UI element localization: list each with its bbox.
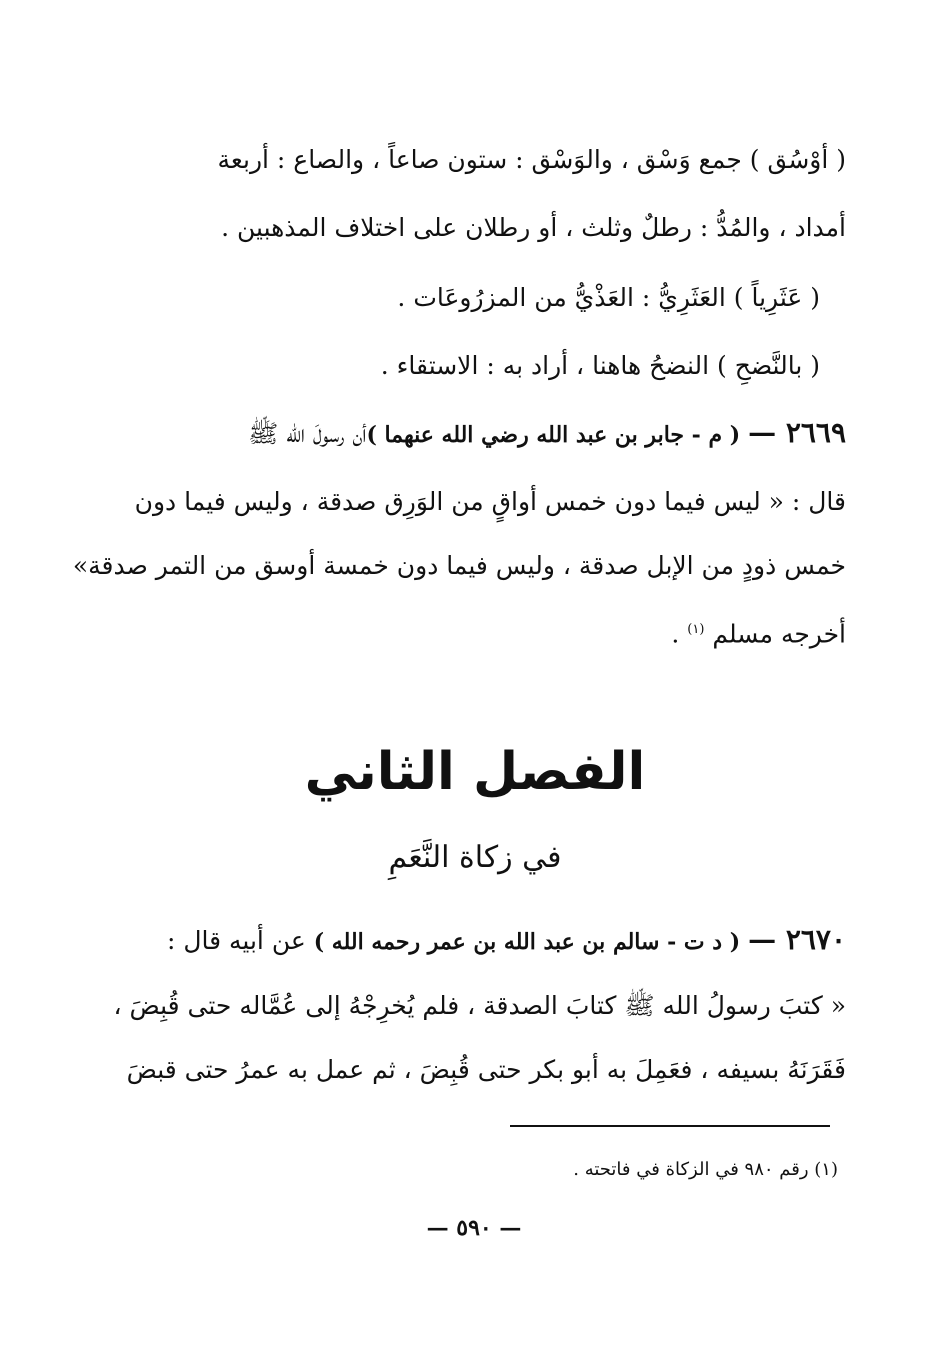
takhrij-end: . — [671, 619, 680, 649]
gloss-line-amdad: أمداد ، والمُدُّ : رطلٌ وثلث ، أو رطلان على اختلاف المذهبين . — [221, 213, 846, 242]
hadith-2669-heading — [110, 417, 846, 451]
footnote: (١) رقم ٩٨٠ في الزكاة في فاتحته . — [573, 1159, 838, 1180]
takhrij-text: أخرجه مسلم — [712, 619, 846, 649]
hadith-2669-line-1: قال : « ليس فيما دون خمس أواقٍ من الوَرِق صدقة ، وليس فيما دون — [134, 487, 846, 516]
hadith-2670-line-2: فَقَرَنَهُ بسيفه ، فعَمِلَ به أبو بكر حتى قُبِضَ ، ثم عمل به عمرُ حتى قبضَ — [126, 1055, 846, 1084]
footnote-divider — [510, 1125, 830, 1127]
hadith-intro: أن رسولَ الله ﷺ — [248, 419, 367, 448]
hadith-2669-line-2: خمس ذودٍ من الإبل صدقة ، وليس فيما دون خمسة أوسق من التمر صدقة» — [72, 551, 846, 580]
hadith-2669-line-3 — [560, 614, 846, 650]
hadith-intro: عن أبيه قال : — [166, 926, 306, 955]
hadith-number: ٢٦٧٠ — — [748, 923, 846, 956]
hadith-chain: ( م - جابر بن عبد الله رضي الله عنهما ) — [366, 422, 741, 448]
hadith-number: ٢٦٦٩ — — [748, 416, 846, 449]
hadith-2670-heading — [110, 924, 846, 958]
hadith-2670-line-1: « كتبَ رسولُ الله ﷺ كتابَ الصدقة ، فلم يُخرِجْهُ إلى عُمَّاله حتى قُبِضَ ، — [113, 991, 846, 1020]
gloss-line-awsuq: ( أوْسُق ) جمع وَسْق ، والوَسْق : ستون صاعاً ، والصاع : أربعة — [217, 145, 846, 174]
gloss-line-nadh: ( بالنَّضحِ ) النضحُ هاهنا ، أراد به : الاستقاء . — [380, 351, 820, 380]
gloss-line-athariyan: ( عَثَرِياً ) العَثَرِيُّ : العَذْيُّ من المزرُوعَات . — [397, 283, 820, 312]
hadith-chain: ( د ت - سالم بن عبد الله بن عمر رحمه الله ) — [313, 929, 741, 955]
chapter-title: الفصل الثاني — [304, 742, 646, 802]
page-number: — ٥٩٠ — — [426, 1215, 522, 1241]
footnote-ref: (١) — [687, 622, 705, 637]
chapter-subtitle: في زكاة النَّعَمِ — [388, 840, 562, 875]
